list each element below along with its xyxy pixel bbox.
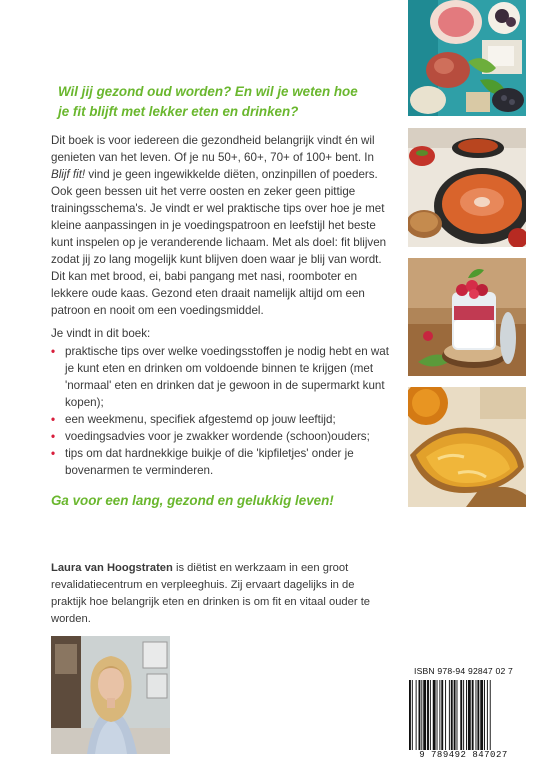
list-item-text: voedingsadvies voor je zwakker wordende (schoon)ouders; — [65, 430, 370, 443]
list-item-text: een weekmenu, specifiek afgestemd op jouw leeftijd; — [65, 413, 336, 426]
bullet-icon: • — [51, 345, 56, 358]
author-bio — [51, 560, 391, 628]
list-item — [51, 428, 401, 445]
tagline — [58, 82, 388, 122]
food-photo-yogurt-raspberries — [408, 258, 526, 376]
food-photo-bread-jam — [408, 387, 526, 507]
list-intro: Je vindt in dit boek: — [51, 327, 151, 340]
intro-text-part-2: vind je geen ingewikkelde diëten, onzinpillen of poeders. Ook geen bessen uit het verre oosten en zeker geen pittige trainingsschema's. Je vindt er wel praktische tips over hoe je met kleine aanpassingen in je voedingspatroon en leefstijl het beste kunt inspelen op je veranderende lichaam. Met als doel: fit blijven zodat jij zo lang mogelijk kunt blijven doen waar je blij van wordt. Dit kan met brood, ei, babi pangang met nasi, roomboter en lekkere oude kaas. Gezond eten draait namelijk altijd om een patroon en nooit om een voedingsmiddel. — [51, 168, 387, 317]
tagline-line-2: je fit blijft met lekker eten en drinken? — [58, 104, 299, 119]
list-item — [51, 445, 401, 479]
author-name: Laura van Hoogstraten — [51, 562, 173, 574]
book-title: Blijf fit! — [51, 168, 86, 181]
list-item-text: tips om dat hardnekkige buikje of die 'kipfiletjes' onder je bovenarmen te verminderen. — [65, 447, 354, 477]
food-photo-salad-platter — [408, 0, 526, 116]
barcode-icon — [408, 680, 519, 750]
isbn-label: ISBN 978-94 92847 02 7 — [413, 666, 513, 676]
bullet-icon: • — [51, 413, 56, 426]
closing-slogan: Ga voor een lang, gezond en gelukkig leven! — [51, 493, 334, 508]
list-item-text: praktische tips over welke voedingsstoffen je nodig hebt en wat je kunt eten en drinken om voldoende binnen te krijgen (met 'normaal' eten en drinken dat je gewoon in de supermarkt kunt kopen); — [65, 345, 389, 409]
intro-text-part-1: Dit boek is voor iedereen die gezondheid belangrijk vindt én wil genieten van het leven. Of je nu 50+, 60+, 70+ of 100+ bent. In — [51, 134, 375, 164]
barcode-digits: 9 789492 847027 — [419, 750, 508, 760]
isbn-barcode-block — [406, 666, 521, 762]
intro-paragraph — [51, 132, 393, 319]
author-photo — [51, 636, 170, 754]
bullet-icon: • — [51, 430, 56, 443]
tagline-line-1: Wil jij gezond oud worden? En wil je weten hoe — [58, 84, 358, 99]
bullet-icon: • — [51, 447, 56, 460]
food-photo-tomato-soup — [408, 128, 526, 247]
list-item — [51, 411, 401, 428]
list-item — [51, 343, 401, 411]
author-bio-text: is diëtist en werkzaam in een groot revalidatiecentrum en verpleeghuis. Zij ervaart dagelijks in de praktijk hoe belangrijk eten en drinken is om fit en vitaal ouder te worden. — [51, 562, 371, 625]
benefits-list — [51, 343, 401, 479]
